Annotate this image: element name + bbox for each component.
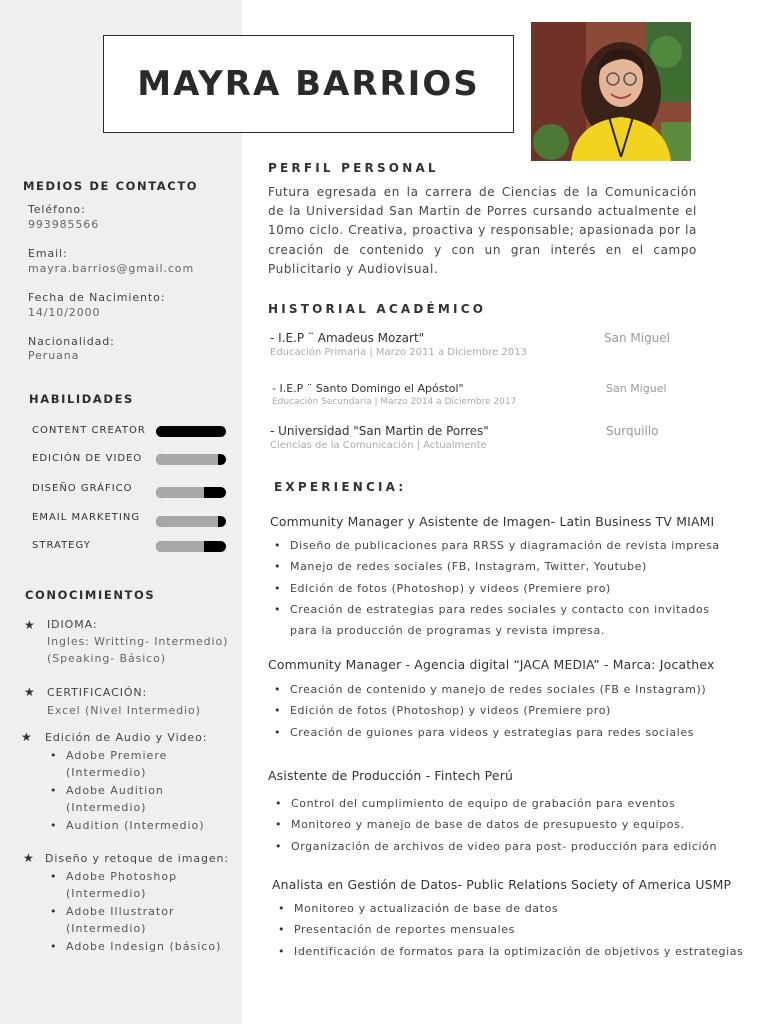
list-item: • Edición de fotos (Photoshop) y videos (Premiere pro) <box>271 700 706 721</box>
certification-line: Excel (Nivel Intermedio) <box>47 704 201 717</box>
list-item: • Adobe Audition <box>48 782 205 799</box>
list-item: • Presentación de reportes mensuales <box>275 919 743 940</box>
phone-value: 993985566 <box>28 218 100 231</box>
skill-bar-fill <box>156 487 204 498</box>
contact-title: MEDIOS DE CONTACTO <box>23 179 199 193</box>
job-list <box>275 898 743 962</box>
profile-photo-graphic <box>531 22 691 161</box>
skill-bar-fill <box>156 541 204 552</box>
list-item: • Creación de guiones para videos y estrategias para redes sociales <box>271 722 706 743</box>
page-title: MAYRA BARRIOS <box>137 64 480 104</box>
skill-bar <box>156 487 226 498</box>
list-item: (Intermedio) <box>66 887 147 901</box>
skill-bar <box>156 426 226 437</box>
list-item: • Adobe Illustrator <box>48 903 221 920</box>
job-title: Analista en Gestión de Datos- Public Relations Society of America USMP <box>272 877 732 892</box>
certification-heading: CERTIFICACIÓN: <box>47 686 148 699</box>
list-item: • Creación de contenido y manejo de redes sociales (FB e Instagram)) <box>271 679 706 700</box>
education-name: - Universidad "San Martin de Porres" <box>270 424 489 438</box>
list-item: • Organización de archivos de video para post- producción para edición <box>272 836 717 857</box>
language-heading: IDIOMA: <box>47 618 98 631</box>
star-icon: ★ <box>21 730 32 744</box>
skill-label: STRATEGY <box>32 540 91 551</box>
job-list <box>271 535 720 641</box>
education-detail: Ciencias de la Comunicación | Actualmente <box>270 440 487 451</box>
design-heading: Diseño y retoque de imagen: <box>45 852 230 865</box>
list-item: • Control del cumplimiento de equipo de grabación para eventos <box>272 793 717 814</box>
email-value[interactable]: mayra.barrios@gmail.com <box>28 262 195 275</box>
experience-title: EXPERIENCIA: <box>274 480 407 494</box>
email-label: Email: <box>28 247 68 260</box>
list-item: • Adobe Photoshop <box>48 868 221 885</box>
list-item: • Edición de fotos (Photoshop) y videos (Premiere pro) <box>271 578 720 599</box>
skills-title: HABILIDADES <box>29 392 134 406</box>
knowledge-title: CONOCIMIENTOS <box>25 588 156 602</box>
audio-video-list <box>48 747 205 834</box>
list-item: • Audition (Intermedio) <box>48 817 205 834</box>
skill-bar <box>156 541 226 552</box>
star-icon: ★ <box>24 685 35 699</box>
audio-video-heading: Edición de Audio y Video: <box>45 731 208 744</box>
profile-text: Futura egresada en la carrera de Ciencias de la Comunicación de la Universidad San Martin de Porres cursando actualmente el 10mo ciclo. Creativa, proactiva y responsable; apasionada por la creación de contenido y con un gran interés en el campo Publicitario y Audiovisual. <box>268 185 697 276</box>
language-line: (Speaking- Básico) <box>47 652 166 665</box>
education-name: - I.E.P ¨ Santo Domingo el Apóstol" <box>272 382 464 395</box>
birthdate-value: 14/10/2000 <box>28 306 101 319</box>
list-item: • Adobe Premiere <box>48 747 205 764</box>
profile-photo <box>531 22 691 161</box>
list-item: • Adobe Indesign (básico) <box>48 938 221 955</box>
list-item: • Identificación de formatos para la optimización de objetivos y estrategias <box>275 941 743 962</box>
skill-label: CONTENT CREATOR <box>32 425 146 436</box>
skill-label: EMAIL MARKETING <box>32 512 141 523</box>
education-detail: Educación Primaria | Marzo 2011 a Diciembre 2013 <box>270 347 527 358</box>
birthdate-label: Fecha de Nacimiento: <box>28 291 166 304</box>
skill-bar <box>156 516 226 527</box>
job-title: Community Manager - Agencia digital “JACA MEDIA” - Marca: Jocathex <box>268 657 715 672</box>
list-item: • Creación de estrategias para redes sociales y contacto con invitados <box>271 599 720 620</box>
list-item: (Intermedio) <box>66 922 147 936</box>
list-item: (Intermedio) <box>66 801 147 815</box>
phone-label: Teléfono: <box>28 203 86 216</box>
list-item: • Manejo de redes sociales (FB, Instagram, Twitter, Youtube) <box>271 556 720 577</box>
language-line: Ingles: Writting- Intermedio) <box>47 635 229 648</box>
education-place: Surquillo <box>606 424 659 438</box>
list-item: • Diseño de publicaciones para RRSS y diagramación de revista impresa <box>271 535 720 556</box>
job-list <box>272 793 717 857</box>
design-list <box>48 868 221 955</box>
job-title: Community Manager y Asistente de Imagen- Latin Business TV MIAMI <box>270 514 715 529</box>
education-place: San Miguel <box>606 382 667 395</box>
star-icon: ★ <box>23 851 34 865</box>
list-item: • Monitoreo y actualización de base de datos <box>275 898 743 919</box>
skill-label: DISEÑO GRÁFICO <box>32 483 133 494</box>
star-icon: ★ <box>24 618 35 632</box>
skill-bar-fill <box>156 454 218 465</box>
name-box <box>103 35 514 133</box>
list-item: • Monitoreo y manejo de base de datos de presupuesto y equipos. <box>272 814 717 835</box>
skill-bar <box>156 454 226 465</box>
list-item: (Intermedio) <box>66 766 147 780</box>
profile-title: PERFIL PERSONAL <box>268 161 439 175</box>
skill-bar-fill <box>156 516 218 527</box>
job-list <box>271 679 706 743</box>
education-title: HISTORIAL ACADÉMICO <box>268 302 487 316</box>
skill-label: EDICIÓN DE VIDEO <box>32 453 143 464</box>
list-item: para la producción de programas y revista impresa. <box>290 624 605 638</box>
education-name: - I.E.P ¨ Amadeus Mozart" <box>270 331 425 345</box>
nationality-value: Peruana <box>28 349 80 362</box>
job-title: Asistente de Producción - Fintech Perú <box>268 768 514 783</box>
education-place: San Miguel <box>604 331 671 345</box>
education-detail: Educación Secundaria | Marzo 2014 a Diciembre 2017 <box>272 397 517 407</box>
nationality-label: Nacionalidad: <box>28 335 115 348</box>
